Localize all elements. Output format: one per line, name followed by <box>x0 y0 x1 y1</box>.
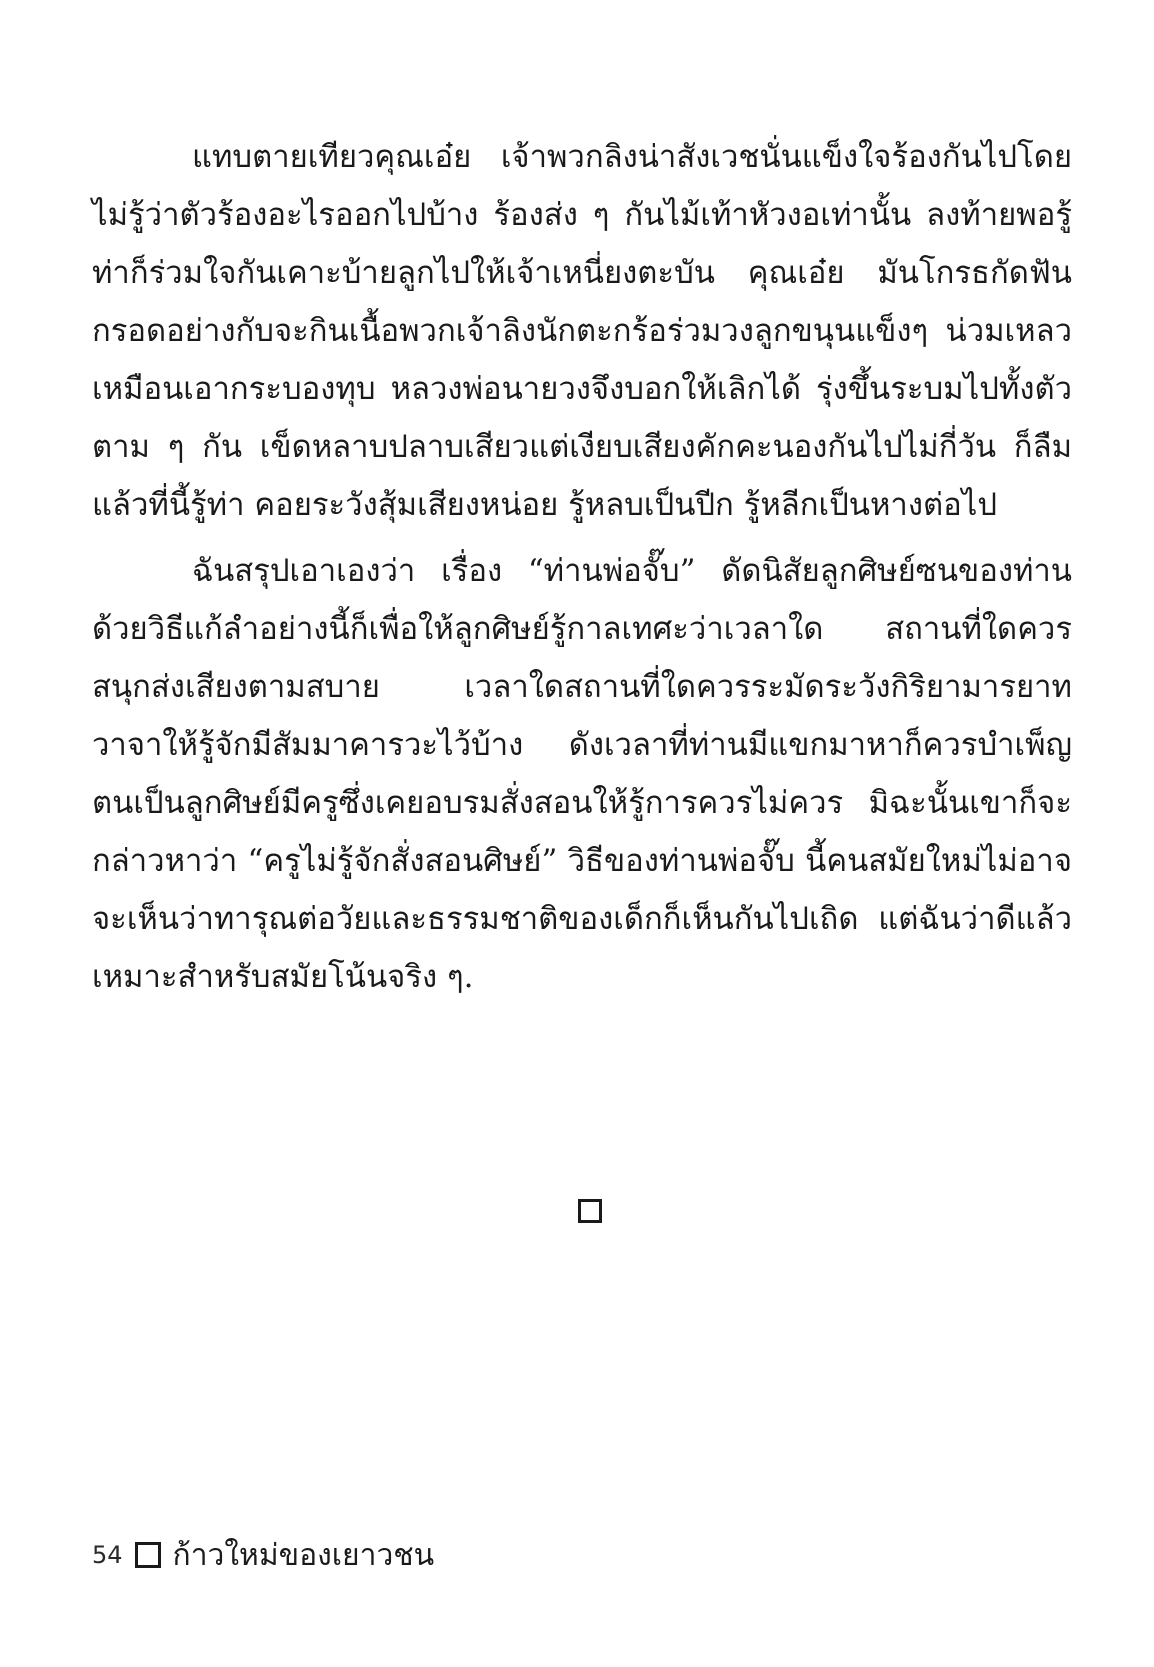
paragraph-2: ฉันสรุปเอาเองว่า เรื่อง “ท่านพ่อจั๊บ” ดัดนิสัยลูกศิษย์ซนของท่านด้วยวิธีแก้ลำอย่างนี้ก็เพื่อให้ลูกศิษย์รู้กาลเทศะว่าเวลาใด สถานที่ใดควรสนุกส่งเสียงตามสบาย เวลาใดสถานที่ใดควรระมัดระวังกิริยามารยาท วาจาให้รู้จักมีสัมมาคารวะไว้บ้าง ดังเวลาที่ท่านมีแขกมาหาก็ควรบำเพ็ญตนเป็นลูกศิษย์มีครูซึ่งเคยอบรมสั่งสอนให้รู้การควรไม่ควร มิฉะนั้นเขาก็จะกล่าวหาว่า “ครูไม่รู้จักสั่งสอนศิษย์” วิธีของท่านพ่อจั๊บ นี้คนสมัยใหม่ไม่อาจจะเห็นว่าทารุณต่อวัยและธรรมชาติของเด็กก็เห็นกันไปเถิด แต่ฉันว่าดีแล้วเหมาะสำหรับสมัยโน้นจริง ๆ. <box>92 553 1072 995</box>
square-separator-icon <box>135 1542 161 1568</box>
page-footer <box>92 1535 434 1575</box>
book-title: ก้าวใหม่ของเยาวชน <box>172 1537 435 1573</box>
paragraph-1: แทบตายเทียวคุณเอ๋ย เจ้าพวกลิงน่าสังเวชนั่นแข็งใจร้องกันไปโดยไม่รู้ว่าตัวร้องอะไรออกไปบ้าง ร้องส่ง ๆ กันไม้เท้าหัวงอเท่านั้น ลงท้ายพอรู้ท่าก็ร่วมใจกันเคาะบ้ายลูกไปให้เจ้าเหนี่ยงตะบัน คุณเอ๋ย มันโกรธกัดฟันกรอดอย่างกับจะกินเนื้อพวกเจ้าลิงนักตะกร้อร่วมวงลูกขนุนแข็งๆ น่วมเหลวเหมือนเอากระบองทุบ หลวงพ่อนายวงจึงบอกให้เลิกได้ รุ่งขึ้นระบมไปทั้งตัวตาม ๆ กัน เข็ดหลาบปลาบเสียวแต่เงียบเสียงคักคะนองกันไปไม่กี่วัน ก็ลืมแล้วที่นี้รู้ท่า คอยระวังสุ้มเสียงหน่อย รู้หลบเป็นปีก รู้หลีกเป็นหางต่อไป <box>92 139 1072 523</box>
page-number: 54 <box>92 1541 123 1569</box>
end-of-section-square-icon <box>578 1199 602 1223</box>
body-text <box>92 128 1072 1006</box>
